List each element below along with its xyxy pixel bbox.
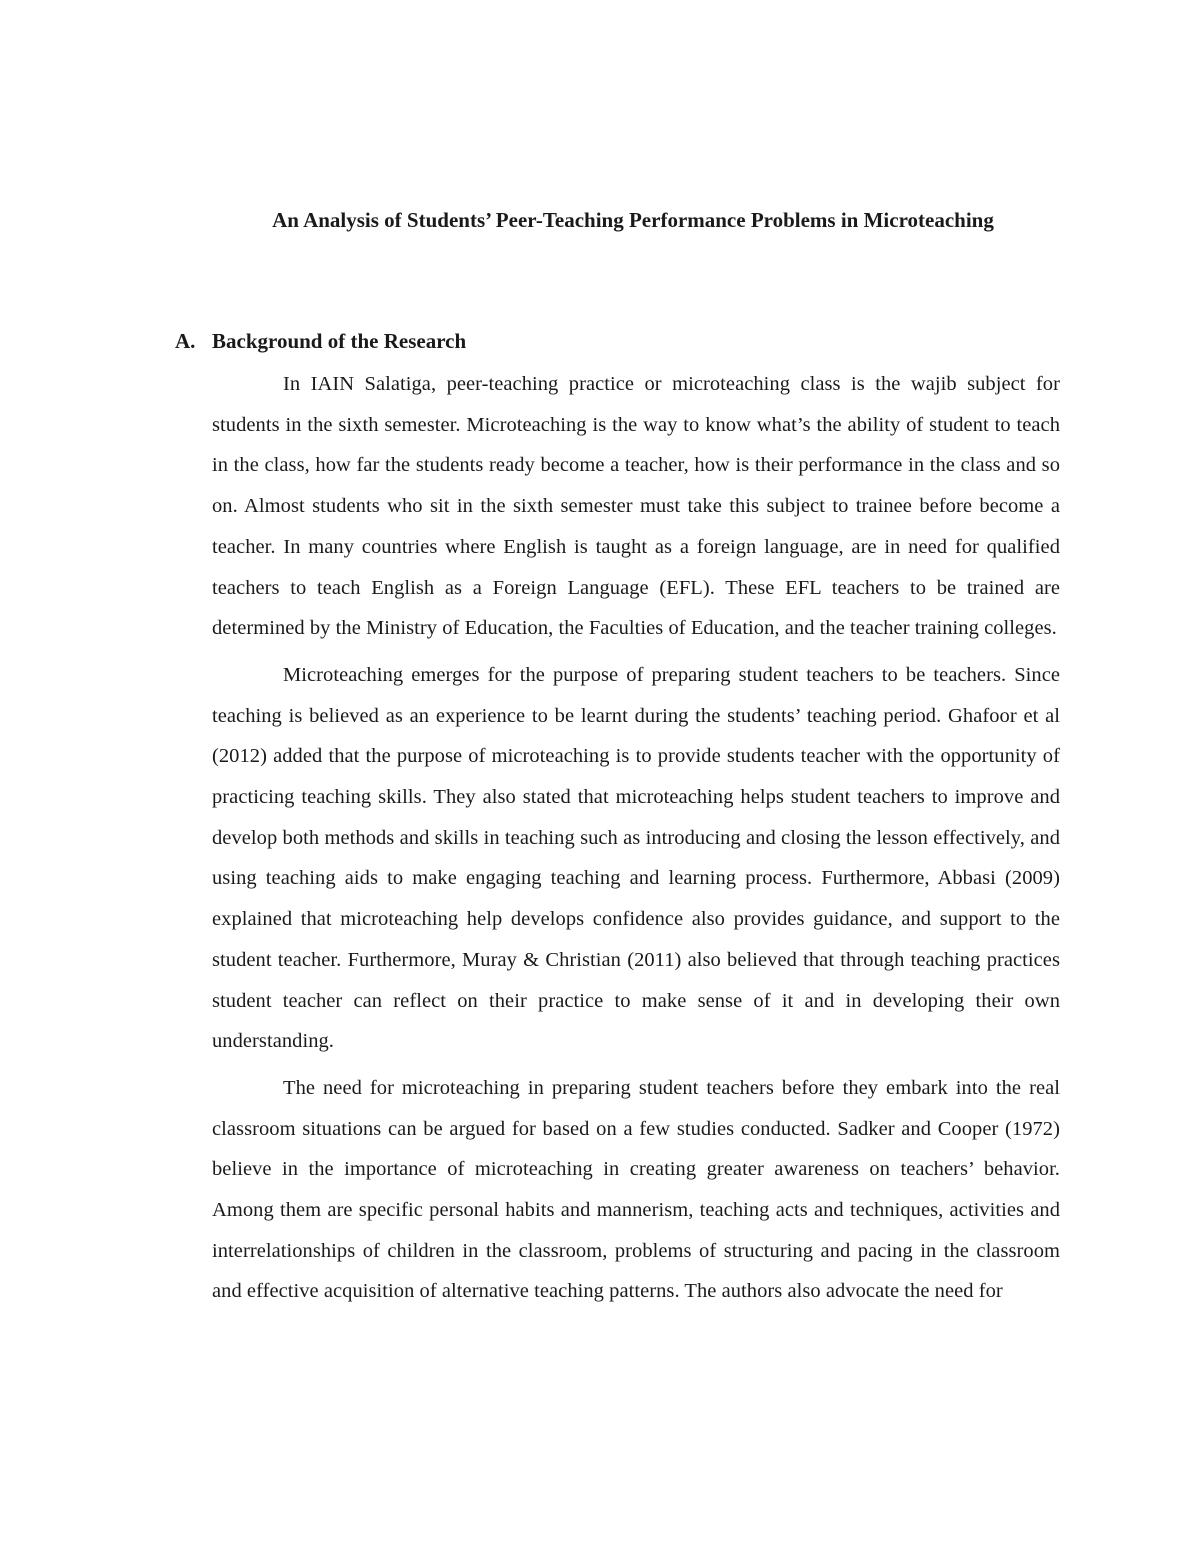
section-heading — [175, 324, 1060, 358]
paragraph-2: Microteaching emerges for the purpose of preparing student teachers to be teachers. Since teaching is believed as an experience to be learnt during the students’ teaching period. Ghafoor et al (2012) added that the purpose of microteaching is to provide students teacher with the opportunity of practicing teaching skills. They also stated that microteaching helps student teachers to improve and develop both methods and skills in teaching such as introducing and closing the lesson effectively, and using teaching aids to make engaging teaching and learning process. Furthermore, Abbasi (2009) explained that microteaching help develops confidence also provides guidance, and support to the student teacher. Furthermore, Muray & Christian (2011) also believed that through teaching practices student teacher can reflect on their practice to make sense of it and in developing their own understanding. — [212, 663, 1060, 1053]
paragraph-3: The need for microteaching in preparing student teachers before they embark into the real classroom situations can be argued for based on a few studies conducted. Sadker and Cooper (1972) believe in the importance of microteaching in creating greater awareness on teachers’ behavior. Among them are specific personal habits and mannerism, teaching acts and techniques, activities and interrelationships of children in the classroom, problems of structuring and pacing in the classroom and effective acquisition of alternative teaching patterns. The authors also advocate the need for — [212, 1076, 1060, 1303]
section-heading-text: Background of the Research — [212, 329, 467, 353]
paragraph-1: In IAIN Salatiga, peer-teaching practice or microteaching class is the wajib subject for students in the sixth semester. Microteaching is the way to know what’s the ability of student to teach in the class, how far the students ready become a teacher, how is their performance in the class and so on. Almost students who sit in the sixth semester must take this subject to trainee before become a teacher. In many countries where English is taught as a foreign language, are in need for qualified teachers to teach English as a Foreign Language (EFL). These EFL teachers to be trained are determined by the Ministry of Education, the Faculties of Education, and the teacher training colleges. — [212, 373, 1060, 640]
section-background — [175, 324, 1060, 1312]
document-title: An Analysis of Students’ Peer-Teaching Performance Problems in Microteaching — [272, 208, 994, 232]
section-letter: A. — [175, 329, 196, 353]
section-body — [212, 364, 1060, 1312]
